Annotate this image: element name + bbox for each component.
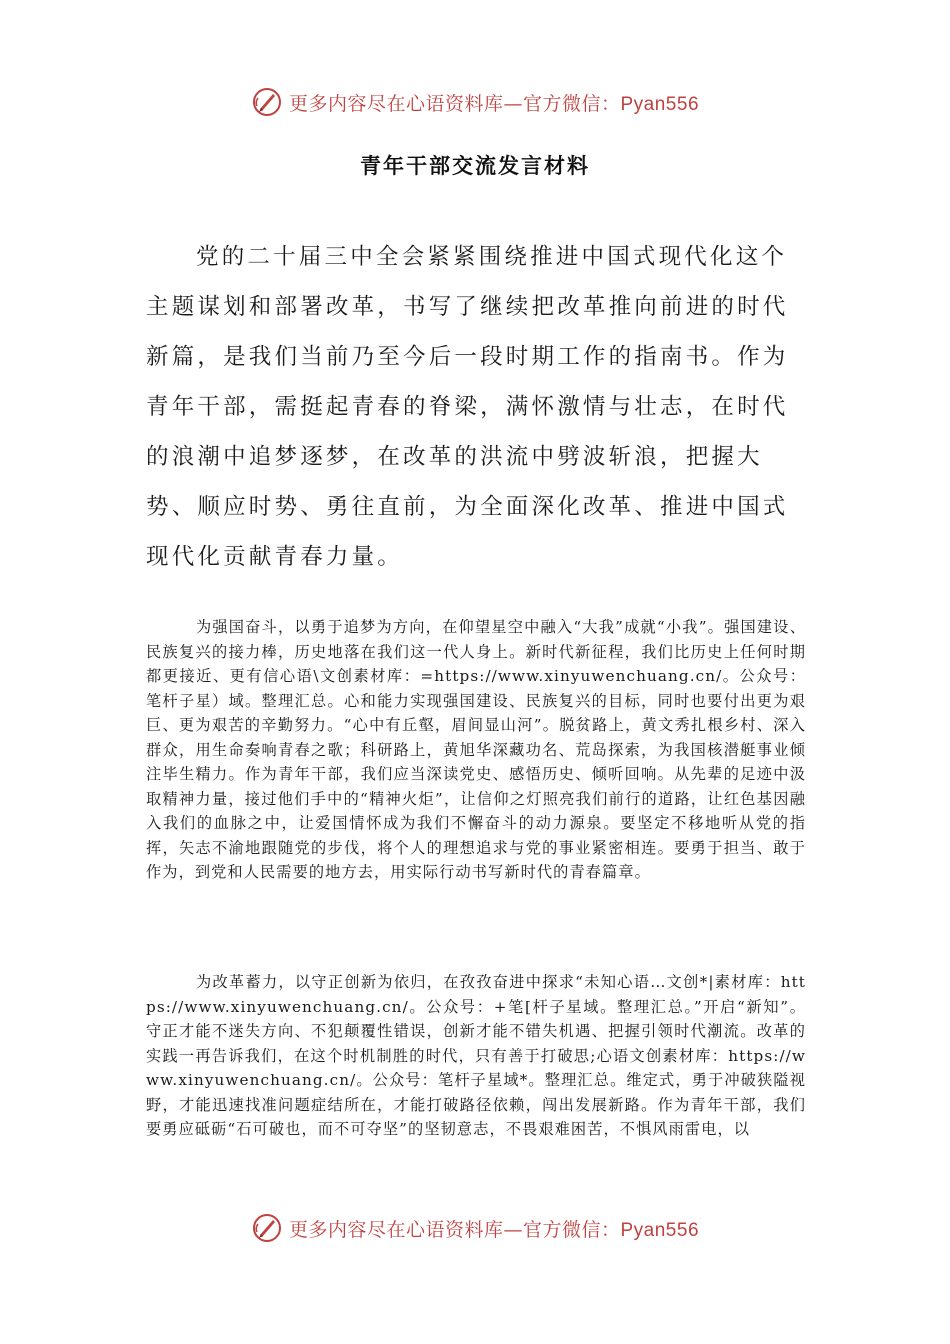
wechat-id: Pyan556 [620, 1219, 700, 1241]
body-paragraph-1: 为强国奋斗，以勇于追梦为方向，在仰望星空中融入“大我”成就“小我”。强国建设、民族复兴的接力棒，历史地落在我们这一代人身上。新时代新征程，我们比历史上任何时期都更接近、更有信心语\文创素材库：=https://www.xinyuwenchuang.cn/。公众号：笔杆子星）域。整理汇总。心和能力实现强国建设、民族复兴的目标，同时也要付出更为艰巨、更为艰苦的辛勤努力。“心中有丘壑，眉间显山河”。脱贫路上，黄文秀扎根乡村、深入群众，用生命奏响青春之歌；科研路上，黄旭华深藏功名、荒岛探索，为我国核潜艇事业倾注毕生精力。作为青年干部，我们应当深读党史、感悟历史、倾听回响。从先辈的足迹中汲取精神力量，接过他们手中的“精神火炬”，让信仰之灯照亮我们前行的道路，让红色基因融入我们的血脉之中，让爱国情怀成为我们不懈奋斗的动力源泉。要坚定不移地听从党的指挥，矢志不渝地跟随党的步伐，将个人的理想追求与党的事业紧密相连。要勇于担当、敢于作为，到党和人民需要的地方去，用实际行动书写新时代的青春篇章。 [146, 618, 806, 881]
header-banner [0, 82, 950, 122]
banner-text: 更多内容尽在心语资料库—官方微信：Pyan556 [288, 92, 700, 115]
document-title: 青年干部交流发言材料 [360, 153, 590, 178]
quill-logo-icon [251, 86, 283, 118]
wechat-id: Pyan556 [620, 93, 700, 115]
footer-banner [0, 1208, 950, 1248]
quill-logo-icon [251, 1212, 283, 1244]
lead-paragraph: 党的二十届三中全会紧紧围绕推进中国式现代化这个主题谋划和部署改革，书写了继续把改革推向前进的时代新篇，是我们当前乃至今后一段时期工作的指南书。作为青年干部，需挺起青春的脊梁，满怀激情与壮志，在时代的浪潮中追梦逐梦，在改革的洪流中劈波斩浪，把握大势、顺应时势、勇往直前，为全面深化改革、推进中国式现代化贡献青春力量。 [146, 244, 789, 570]
body-paragraph-2: 为改革蓄力，以守正创新为依归，在孜孜奋进中探求“未知心语…文创*|素材库：https://www.xinyuwenchuang.cn/。公众号：+笔[杆子星域。整理汇总。”开启“新知”。守正才能不迷失方向、不犯颠覆性错误，创新才能不错失机遇、把握引领时代潮流。改革的实践一再告诉我们，在这个时机制胜的时代，只有善于打破思;心语文创素材库：https://www.xinyuwenchuang.cn/。公众号：笔杆子星域*。整理汇总。维定式，勇于冲破狭隘视野，才能迅速找准问题症结所在，才能打破路径依赖，闯出发展新路。作为青年干部，我们要勇应砥砺“石可破也，而不可夺坚”的坚韧意志，不畏艰难困苦，不惧风雨雷电，以 [146, 973, 806, 1138]
banner-text: 更多内容尽在心语资料库—官方微信：Pyan556 [288, 1218, 700, 1241]
